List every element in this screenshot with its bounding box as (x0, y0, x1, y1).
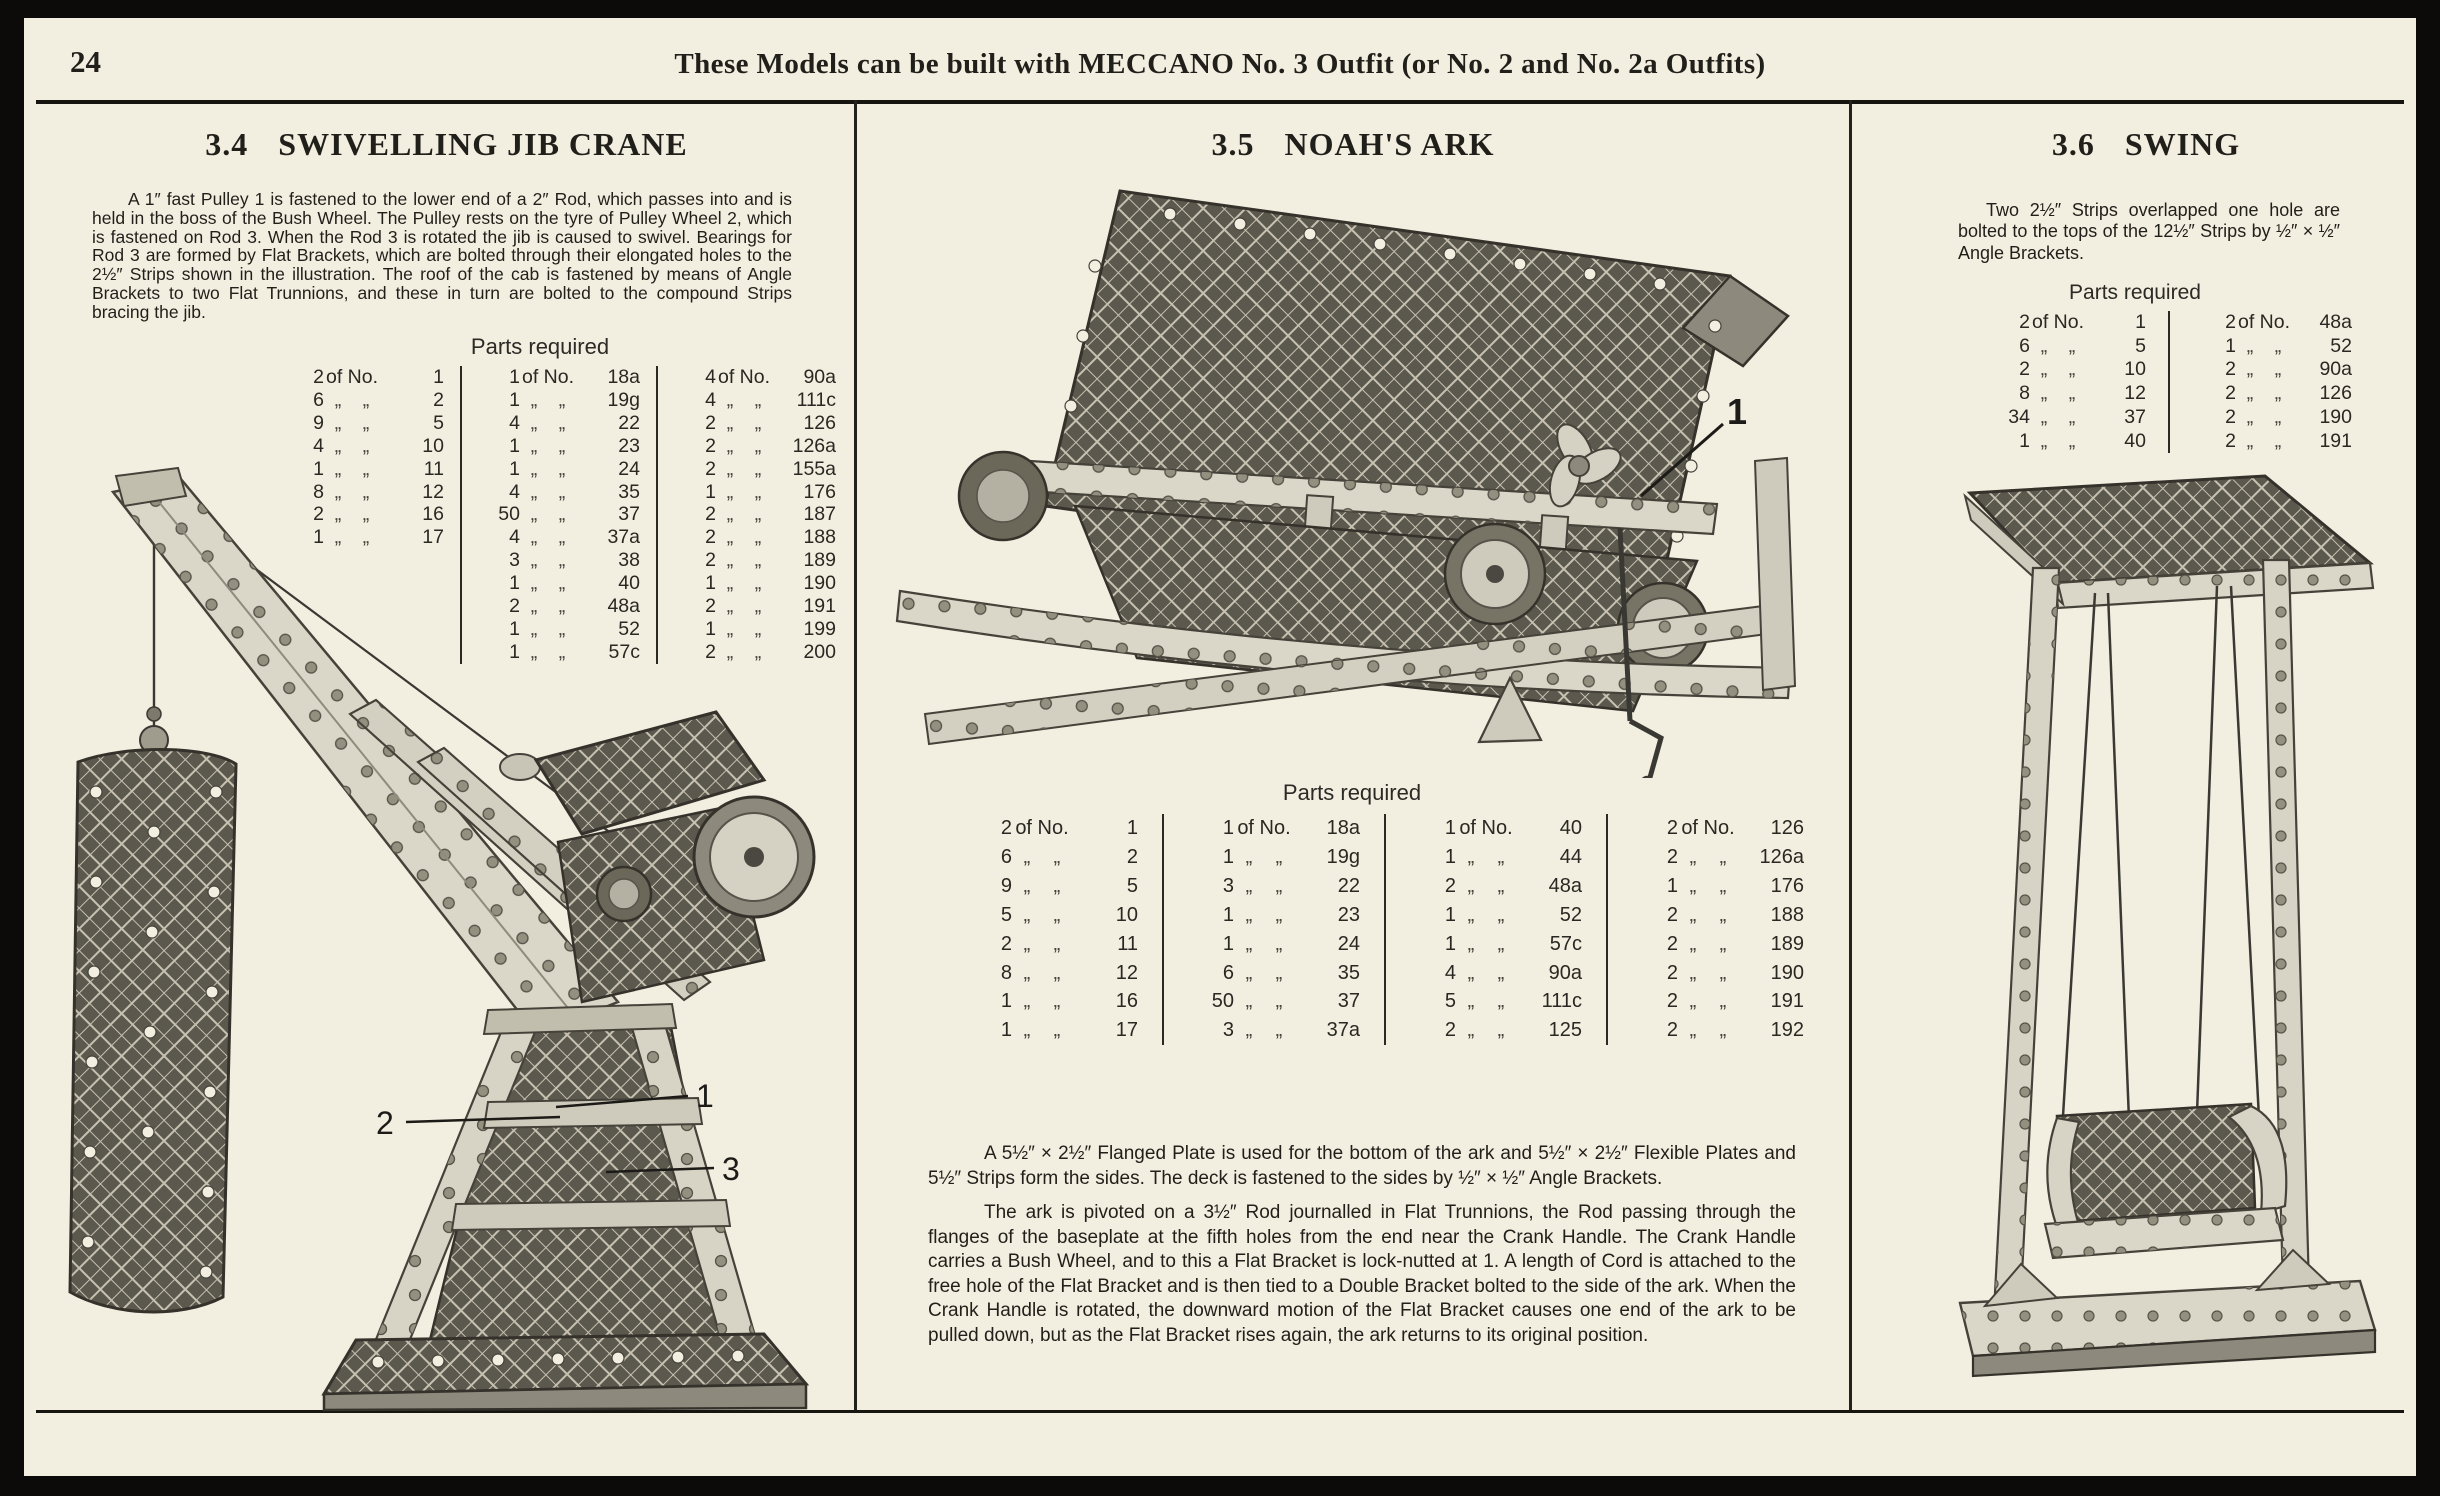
parts-row: 9 „ „ 5 (1000, 874, 1138, 897)
parts-row: 3 „ „ 22 (1222, 874, 1360, 897)
parts-header-row: 2 of No. 1 (313, 366, 444, 388)
section-crane-number: 3.4 (205, 126, 249, 162)
parts-row: 1 „ „ 19g (1222, 845, 1360, 868)
parts-row: 1 „ „ 19g (509, 388, 640, 411)
crane-illustration (58, 462, 820, 1412)
parts-column (2168, 311, 2374, 453)
parts-header-row: 2 of No. 1 (1000, 817, 1138, 839)
header-rule (36, 100, 2404, 104)
ark-description (928, 1142, 1796, 1348)
parts-row: 1 „ „ 176 (705, 480, 836, 503)
section-swing-title: 3.6 SWING (2051, 126, 2241, 162)
parts-header-row: 2 of No. 48a (2225, 311, 2352, 333)
parts-row: 1 „ „ 57c (509, 640, 640, 663)
parts-row: 2 „ „ 126 (705, 411, 836, 434)
section-crane-title: 3.4 SWIVELLING JIB CRANE (205, 126, 688, 162)
parts-row: 34 „ „ 37 (2008, 405, 2146, 428)
parts-row: 1 „ „ 190 (705, 572, 836, 595)
crane-tower (366, 1004, 762, 1364)
parts-column (1162, 814, 1384, 1045)
crane-callout-1: 1 (696, 1078, 714, 1114)
parts-row: 4 „ „ 22 (509, 411, 640, 434)
parts-row: 8 „ „ 12 (313, 480, 444, 503)
crane-cab (536, 712, 814, 1002)
parts-header-row: 1 of No. 18a (509, 366, 640, 388)
crane-callout-2: 2 (376, 1105, 394, 1141)
parts-row: 3 „ „ 37a (1222, 1019, 1360, 1042)
swing-seat (2045, 1104, 2286, 1258)
swing-illustration (1945, 468, 2387, 1413)
parts-row: 1 „ „ 24 (509, 457, 640, 480)
parts-row: 2 „ „ 155a (705, 457, 836, 480)
parts-row: 2 „ „ 190 (1666, 961, 1804, 984)
ark-paragraph-1: A 5½″ × 2½″ Flanged Plate is used for the bottom of the ark and 5½″ × 2½″ Flexible Plates and 5½″ Strips form the sides. The deck is fastened to the sides by ½″ × ½″ Angle Brackets. (928, 1143, 1796, 1189)
crane-parts-label: Parts required (470, 334, 610, 359)
swing-intro-paragraph: Two 2½″ Strips overlapped one hole are bolted to the tops of the 12½″ Strips by ½″ × ½″ Angle Brackets. (1958, 200, 2340, 263)
parts-row: 1 „ „ 24 (1222, 932, 1360, 955)
section-ark-number: 3.5 (1211, 126, 1255, 162)
parts-row: 2 „ „ 11 (1000, 932, 1138, 955)
section-swing-number: 3.6 (2051, 126, 2095, 162)
parts-row: 1 „ „ 57c (1444, 932, 1582, 955)
parts-row: 2 „ „ 191 (1666, 990, 1804, 1013)
swing-lattice-roof (1965, 476, 2373, 608)
parts-row: 9 „ „ 5 (313, 411, 444, 434)
parts-header-row: 4 of No. 90a (705, 366, 836, 388)
swing-parts-table (1964, 311, 2374, 453)
parts-row: 2 „ „ 10 (2019, 358, 2146, 381)
swing-base (1960, 1250, 2375, 1376)
parts-row: 4 „ „ 10 (313, 434, 444, 457)
parts-row: 6 „ „ 2 (313, 388, 444, 411)
parts-row: 8 „ „ 12 (2019, 382, 2146, 405)
parts-header-row: 2 of No. 126 (1666, 817, 1804, 839)
parts-row: 1 „ „ 52 (509, 617, 640, 640)
parts-row: 2 „ „ 125 (1444, 1019, 1582, 1042)
parts-row: 4 „ „ 90a (1444, 961, 1582, 984)
page-number: 24 (70, 44, 101, 79)
parts-row: 2 „ „ 191 (2225, 429, 2352, 452)
parts-row: 1 „ „ 23 (509, 434, 640, 457)
parts-row: 6 „ „ 2 (1000, 845, 1138, 868)
parts-row: 2 „ „ 188 (1666, 903, 1804, 926)
parts-row: 1 „ „ 52 (2225, 334, 2352, 357)
ark-paragraph-2: The ark is pivoted on a 3½″ Rod journalled in Flat Trunnions, the Rod passing through the flanges of the baseplate at the fifth holes from the end near the Crank Handle. The Crank Handle carries a Bush Wheel, and to this a Flat Bracket is lock-nutted at 1. A length of Cord is attached to the free hole of the Flat Bracket and is then tied to a Double Bracket bolted to the side of the ark. When the Crank Handle is rotated, the downward motion of the Flat Bracket causes one end of the ark to be pulled down, but as the Flat Bracket rises again, the ark returns to its original position. (928, 1202, 1796, 1346)
parts-column (1964, 311, 2168, 453)
swing-cords (2063, 586, 2259, 1120)
parts-row: 1 „ „ 199 (705, 617, 836, 640)
parts-row: 2 „ „ 190 (2225, 405, 2352, 428)
base-right-trunnion (2257, 1250, 2329, 1290)
parts-row: 50 „ „ 37 (498, 503, 640, 526)
parts-row: 5 „ „ 10 (1000, 903, 1138, 926)
parts-row: 2 „ „ 189 (705, 549, 836, 572)
parts-row: 4 „ „ 111c (705, 388, 836, 411)
crane-intro-paragraph: A 1″ fast Pulley 1 is fastened to the lower end of a 2″ Rod, which passes into and is held in the boss of the Bush Wheel. The Pulley rests on the tyre of Pulley Wheel 2, which is fastened on Rod 3. When the Rod 3 is rotated the jib is caused to swivel. Bearings for Rod 3 are formed by Flat Brackets, which are bolted through their elongated holes to the 2½″ Strips shown in the illustration. The roof of the cab is fastened by means of Angle Brackets to two Flat Trunnions, and these in turn are bolted to the compound Strips bracing the jib. (92, 189, 792, 322)
page-header-title: These Models can be built with MECCANO No. 3 Outfit (or No. 2 and No. 2a Outfits) (674, 48, 1766, 80)
parts-row: 1 „ „ 52 (1444, 903, 1582, 926)
ark-parts-table (942, 814, 1828, 1045)
parts-row: 2 „ „ 48a (509, 595, 640, 618)
seat-lattice-back (2057, 1104, 2255, 1222)
parts-row: 2 „ „ 126a (705, 434, 836, 457)
parts-row: 1 „ „ 23 (1222, 903, 1360, 926)
column-divider-2 (1849, 100, 1852, 1410)
ark-illustration (885, 166, 1810, 778)
parts-column (1606, 814, 1828, 1045)
ark-parts-label: Parts required (1282, 780, 1422, 805)
parts-row: 2 „ „ 200 (705, 640, 836, 663)
parts-row: 2 „ „ 16 (313, 503, 444, 526)
parts-row: 3 „ „ 38 (509, 549, 640, 572)
parts-row: 2 „ „ 188 (705, 526, 836, 549)
parts-row: 4 „ „ 35 (509, 480, 640, 503)
ark-callout-1: 1 (1727, 391, 1748, 432)
parts-row: 6 „ „ 35 (1222, 961, 1360, 984)
parts-row: 1 „ „ 44 (1444, 845, 1582, 868)
column-divider-1 (854, 100, 857, 1410)
crane-callout-3: 3 (722, 1151, 740, 1187)
parts-row: 1 „ „ 176 (1666, 874, 1804, 897)
parts-row: 1 „ „ 16 (1000, 990, 1138, 1013)
parts-row: 2 „ „ 126 (2225, 382, 2352, 405)
crane-load (70, 502, 236, 1312)
parts-row: 1 „ „ 17 (1000, 1019, 1138, 1042)
parts-row: 2 „ „ 90a (2225, 358, 2352, 381)
parts-row: 2 „ „ 126a (1666, 845, 1804, 868)
parts-row: 2 „ „ 192 (1666, 1019, 1804, 1042)
parts-row: 8 „ „ 12 (1000, 961, 1138, 984)
parts-header-row: 2 of No. 1 (2019, 311, 2146, 333)
jib-pulley (500, 754, 540, 780)
parts-column (1384, 814, 1606, 1045)
parts-row: 1 „ „ 40 (509, 572, 640, 595)
swing-parts-label: Parts required (2069, 281, 2201, 304)
parts-row: 2 „ „ 191 (705, 595, 836, 618)
parts-row: 4 „ „ 37a (509, 526, 640, 549)
parts-row: 2 „ „ 189 (1666, 932, 1804, 955)
parts-header-row: 1 of No. 18a (1222, 817, 1360, 839)
parts-column (942, 814, 1162, 1045)
section-ark-title: 3.5 NOAH'S ARK (1211, 126, 1495, 162)
parts-row: 1 „ „ 11 (313, 457, 444, 480)
parts-row: 5 „ „ 111c (1444, 990, 1582, 1013)
parts-row: 2 „ „ 187 (705, 503, 836, 526)
parts-row: 50 „ „ 37 (1211, 990, 1360, 1013)
crane-base-plate (324, 1334, 806, 1410)
parts-row: 1 „ „ 40 (2019, 429, 2146, 452)
parts-row: 2 „ „ 48a (1444, 874, 1582, 897)
parts-header-row: 1 of No. 40 (1444, 817, 1582, 839)
parts-row: 6 „ „ 5 (2019, 334, 2146, 357)
parts-row: 1 „ „ 17 (313, 526, 444, 549)
